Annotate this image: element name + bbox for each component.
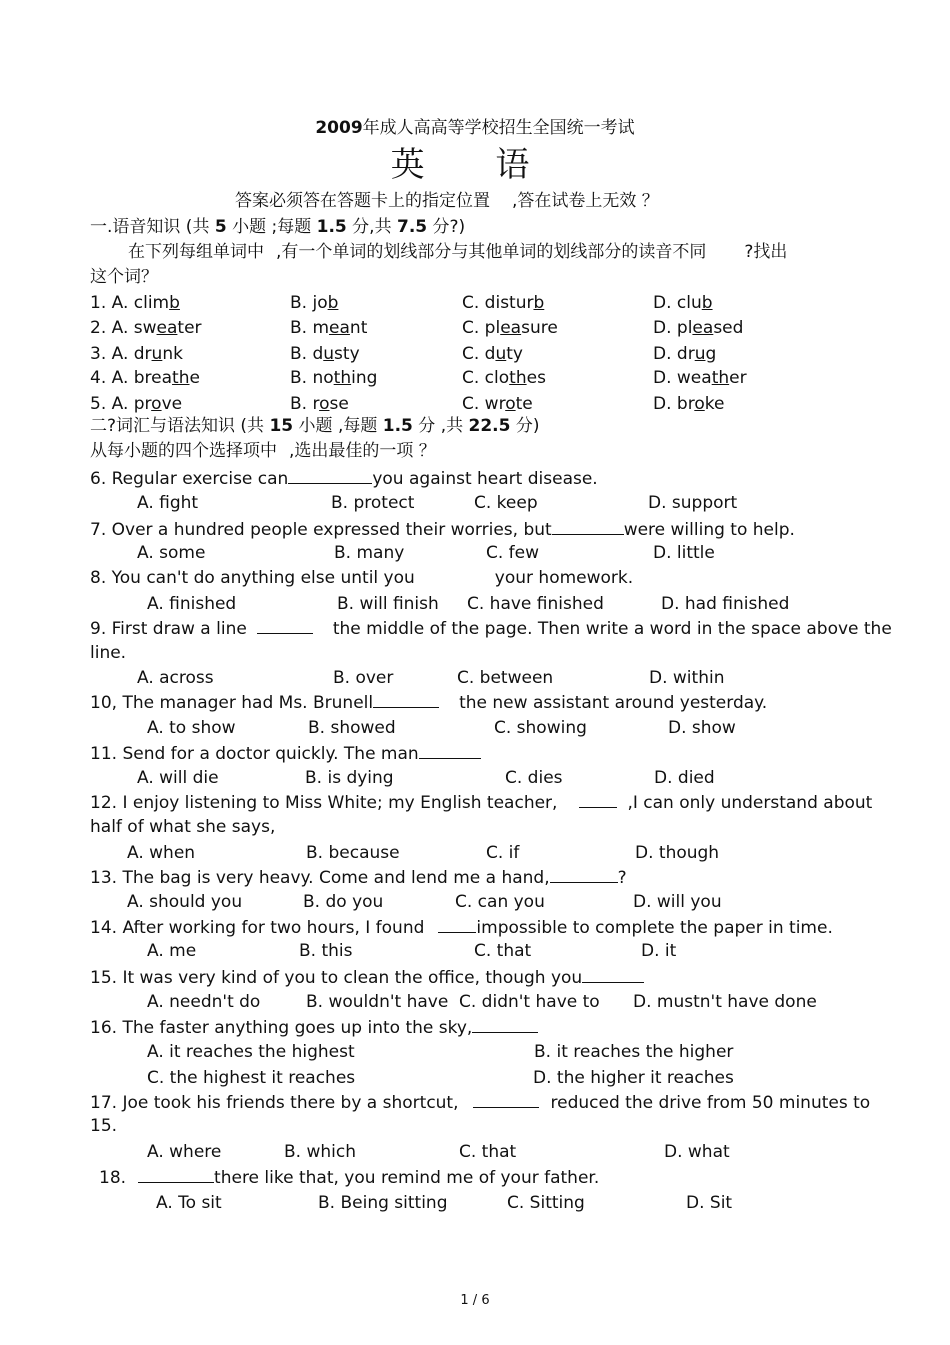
underlined-letters: u <box>694 344 706 364</box>
q16-option-a: A. it reaches the highest <box>147 1042 355 1062</box>
question-10: 10, The manager had Ms. Brunell the new assistant around yesterday. <box>90 693 768 713</box>
q11-option-c: C. dies <box>505 768 563 788</box>
q10-option-d: D. show <box>668 718 736 738</box>
q8-option-b: B. will finish <box>337 594 439 614</box>
q7-option-a: A. some <box>137 543 206 563</box>
question-9: 9. First draw a line the middle of the page. Then write a word in the space above the <box>90 619 892 639</box>
answer-blank <box>582 967 644 983</box>
q11-option-b: B. is dying <box>305 768 394 788</box>
q12-option-a: A. when <box>127 843 196 863</box>
phonetic-q4-option-a: 4. A. breathe <box>90 368 200 388</box>
q18-option-d: D. Sit <box>686 1193 733 1213</box>
answer-blank <box>373 692 439 708</box>
underlined-letters: ea <box>156 318 178 338</box>
question-11: 11. Send for a doctor quickly. The man <box>90 743 481 764</box>
phonetic-q1-option-c: C. disturb <box>462 293 545 313</box>
exam-year: 2009 <box>315 118 363 138</box>
q9-option-b: B. over <box>333 668 394 688</box>
q15-option-b: B. wouldn't have <box>306 992 449 1012</box>
q11-option-d: D. died <box>654 768 715 788</box>
phonetic-q3-option-a: 3. A. drunk <box>90 344 183 364</box>
q6-option-b: B. protect <box>331 493 415 513</box>
phonetic-q4-option-c: C. clothes <box>462 368 546 388</box>
q7-option-c: C. few <box>486 543 540 563</box>
question-14: 14. After working for two hours, I found impossible to complete the paper in time. <box>90 918 833 938</box>
underlined-letters: u <box>151 344 163 364</box>
q14-option-a: A. me <box>147 941 197 961</box>
underlined-letters: o <box>151 394 162 414</box>
page-number: 1 / 6 <box>460 1293 490 1308</box>
phonetic-q3-option-b: B. dusty <box>290 344 360 364</box>
phonetic-q2-option-c: C. pleasure <box>462 318 558 338</box>
q16-option-c: C. the highest it reaches <box>147 1068 356 1088</box>
underlined-letters: th <box>172 368 190 388</box>
underlined-letters: o <box>319 394 330 414</box>
underlined-letters: ea <box>329 318 350 338</box>
q11-option-a: A. will die <box>137 768 219 788</box>
underlined-letters: b <box>169 293 180 313</box>
phonetic-q1-option-a: 1. A. climb <box>90 293 180 313</box>
q6-option-a: A. fight <box>137 493 199 513</box>
subject-title: 英 语 <box>390 145 560 185</box>
q14-option-c: C. that <box>474 941 532 961</box>
q7-option-b: B. many <box>334 543 405 563</box>
q17-option-d: D. what <box>664 1142 730 1162</box>
q13-option-c: C. can you <box>455 892 545 912</box>
question-12-cont: half of what she says, <box>90 817 276 837</box>
q18-option-c: C. Sitting <box>507 1193 585 1213</box>
underlined-letters: ea <box>692 318 714 338</box>
question-8: 8. You can't do anything else until you your homework. <box>90 568 634 588</box>
q13-option-d: D. will you <box>633 892 722 912</box>
section1-directions-cont: 这个词？ <box>90 267 158 287</box>
phonetic-q5-option-a: 5. A. prove <box>90 394 183 414</box>
phonetic-q2-option-d: D. pleased <box>653 318 744 338</box>
answer-blank <box>138 1167 214 1183</box>
q10-option-b: B. showed <box>308 718 396 738</box>
phonetic-q3-option-c: C. duty <box>462 344 523 364</box>
q16-option-b: B. it reaches the higher <box>534 1042 734 1062</box>
exam-title <box>0 118 950 138</box>
section2-directions: 从每小题的四个选择项中 ,选出最佳的一项 ？ <box>90 441 436 461</box>
phonetic-q5-option-d: D. broke <box>653 394 725 414</box>
question-15: 15. It was very kind of you to clean the office, though you <box>90 967 644 988</box>
question-7: 7. Over a hundred people expressed their worries, but were willing to help. <box>90 520 795 540</box>
answer-blank <box>472 1017 538 1033</box>
underlined-letters: u <box>495 344 507 364</box>
q12-option-c: C. if <box>486 843 520 863</box>
question-9-cont: line. <box>90 643 127 663</box>
q17-option-a: A. where <box>147 1142 222 1162</box>
q10-option-a: A. to show <box>147 718 236 738</box>
answer-blank <box>473 1092 539 1108</box>
underlined-letters: b <box>701 293 713 313</box>
q13-option-b: B. do you <box>303 892 384 912</box>
phonetic-q1-option-d: D. club <box>653 293 713 313</box>
question-17-cont: 15. <box>90 1116 118 1136</box>
answer-blank <box>257 618 313 634</box>
phonetic-q4-option-b: B. nothing <box>290 368 378 388</box>
underlined-letters: b <box>533 293 545 313</box>
q12-option-b: B. because <box>306 843 400 863</box>
q17-option-c: C. that <box>459 1142 517 1162</box>
answer-blank <box>438 917 476 933</box>
q13-option-a: A. should you <box>127 892 243 912</box>
phonetic-q1-option-b: B. job <box>290 293 339 313</box>
q9-option-d: D. within <box>649 668 725 688</box>
q6-option-c: C. keep <box>474 493 538 513</box>
question-16: 16. The faster anything goes up into the sky, <box>90 1017 538 1038</box>
section1-directions: 在下列每组单词中 ,有一个单词的划线部分与其他单词的划线部分的读音不同 ?找出 <box>128 242 788 262</box>
phonetic-q5-option-b: B. rose <box>290 394 349 414</box>
q14-option-b: B. this <box>299 941 353 961</box>
section2-heading: 二?词汇与语法知识 (共 15 小题 ,每题 1.5 分 ,共 22.5 分) <box>90 416 540 436</box>
answer-blank <box>579 792 617 808</box>
question-18: 18. there like that, you remind me of your father. <box>99 1168 600 1188</box>
question-13: 13. The bag is very heavy. Come and lend me a hand, ? <box>90 868 627 888</box>
underlined-letters: th <box>711 368 730 388</box>
answer-blank <box>550 867 618 883</box>
answer-blank <box>552 519 624 535</box>
question-12: 12. I enjoy listening to Miss White; my English teacher, ,I can only understand about <box>90 793 873 813</box>
q8-option-c: C. have finished <box>467 594 604 614</box>
underlined-letters: o <box>694 394 705 414</box>
q9-option-c: C. between <box>457 668 554 688</box>
answer-instruction: 答案必须答在答题卡上的指定位置 ,答在试卷上无效 ？ <box>235 191 659 211</box>
underlined-letters: b <box>327 293 339 313</box>
phonetic-q4-option-d: D. weather <box>653 368 747 388</box>
phonetic-q2-option-b: B. meant <box>290 318 368 338</box>
q18-option-a: A. To sit <box>156 1193 222 1213</box>
q9-option-a: A. across <box>137 668 214 688</box>
q6-option-d: D. support <box>648 493 738 513</box>
q15-option-a: A. needn't do <box>147 992 261 1012</box>
underlined-letters: o <box>505 394 516 414</box>
q17-option-b: B. which <box>284 1142 356 1162</box>
q16-option-d: D. the higher it reaches <box>533 1068 734 1088</box>
q7-option-d: D. little <box>653 543 715 563</box>
phonetic-q5-option-c: C. wrote <box>462 394 533 414</box>
q15-option-d: D. mustn't have done <box>633 992 817 1012</box>
phonetic-q2-option-a: 2. A. sweater <box>90 318 202 338</box>
q12-option-d: D. though <box>635 843 720 863</box>
answer-blank <box>288 468 372 484</box>
underlined-letters: ea <box>500 318 522 338</box>
answer-blank <box>419 743 481 759</box>
q18-option-b: B. Being sitting <box>318 1193 448 1213</box>
q8-option-a: A. finished <box>147 594 237 614</box>
phonetic-q3-option-d: D. drug <box>653 344 717 364</box>
underlined-letters: u <box>323 344 335 364</box>
q8-option-d: D. had finished <box>661 594 790 614</box>
underlined-letters: th <box>333 368 352 388</box>
exam-title-text: 年成人高高等学校招生全国统一考试 <box>362 118 635 138</box>
q14-option-d: D. it <box>641 941 677 961</box>
q10-option-c: C. showing <box>494 718 587 738</box>
question-17: 17. Joe took his friends there by a shortcut, reduced the drive from 50 minutes to <box>90 1093 871 1113</box>
underlined-letters: th <box>509 368 527 388</box>
question-6: 6. Regular exercise can you against heart disease. <box>90 469 598 489</box>
section1-heading: 一.语音知识 (共 5 小题 ;每题 1.5 分,共 7.5 分?) <box>90 217 466 237</box>
q15-option-c: C. didn't have to <box>459 992 600 1012</box>
